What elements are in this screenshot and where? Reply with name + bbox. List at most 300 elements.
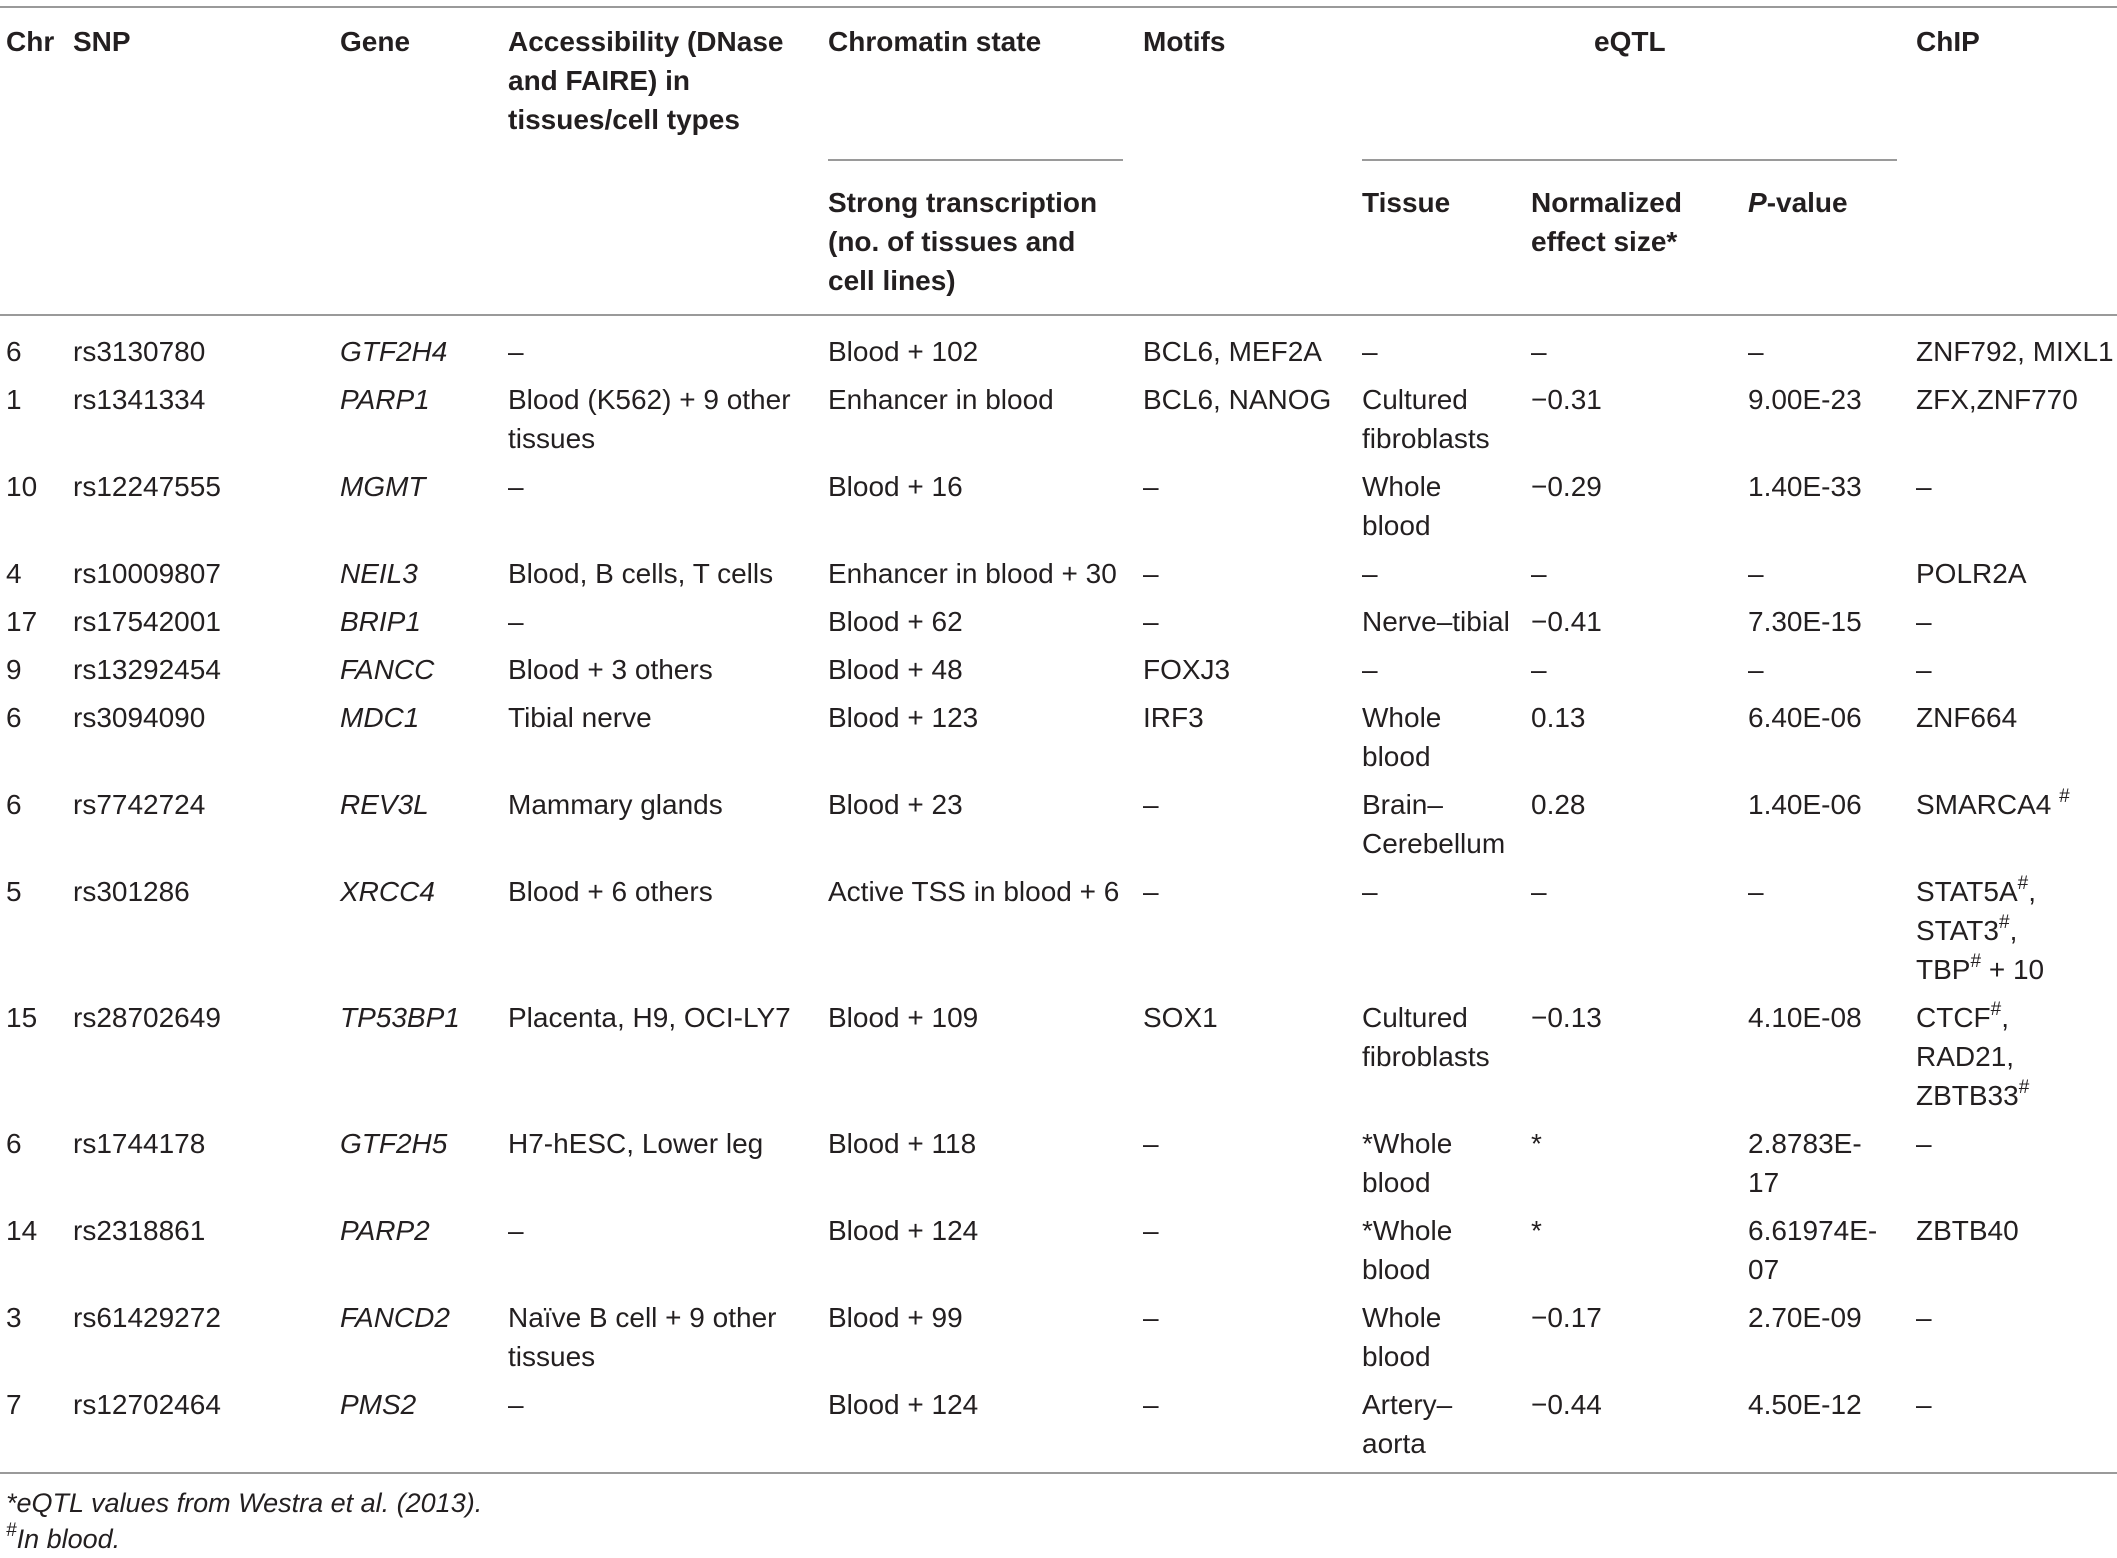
cell-tissue-line: *Whole (1362, 1128, 1453, 1159)
cell-pvalue-line: 4.50E-12 (1748, 1389, 1862, 1420)
cell-pvalue-line: 1.40E-06 (1748, 789, 1862, 820)
cell-gene-line: MDC1 (340, 702, 420, 733)
cell-snp-line: rs12702464 (73, 1389, 221, 1420)
cell-snp-line: rs301286 (73, 876, 190, 907)
cell-motifs (1143, 1298, 1159, 1337)
cell-effect-size-line: 0.28 (1531, 789, 1586, 820)
cell-pvalue-line: 2.8783E- (1748, 1128, 1862, 1159)
cell-chip-line: ZBTB40 (1916, 1215, 2019, 1246)
cell-accessibility (508, 872, 713, 911)
cell-pvalue-line: – (1748, 558, 1764, 589)
header-effect-size-line: Normalized (1531, 187, 1682, 218)
cell-pvalue (1748, 602, 1862, 641)
cell-chip (1916, 332, 2114, 371)
cell-chip (1916, 602, 1932, 641)
cell-chromatin (828, 602, 963, 641)
cell-chr-line: 7 (6, 1389, 22, 1420)
cell-accessibility-line: – (508, 471, 524, 502)
cell-chr (6, 554, 22, 593)
cell-chromatin-line: Blood + 16 (828, 471, 963, 502)
header-chr (6, 22, 54, 61)
header-strong-transcription (828, 183, 1097, 300)
cell-chr-line: 6 (6, 336, 22, 367)
cell-tissue-line: blood (1362, 741, 1431, 772)
cell-chromatin-line: Blood + 118 (828, 1128, 977, 1159)
cell-chromatin-line: Blood + 102 (828, 336, 979, 367)
cell-tissue (1362, 998, 1490, 1076)
cell-chip (1916, 1124, 1932, 1163)
cell-gene-line: GTF2H5 (340, 1128, 448, 1159)
cell-chr (6, 1211, 37, 1250)
header-snp (73, 22, 131, 61)
cell-chromatin-line: Blood + 124 (828, 1215, 979, 1246)
cell-tissue-line: blood (1362, 1167, 1431, 1198)
cell-motifs (1143, 1385, 1159, 1424)
cell-gene (340, 332, 447, 371)
cell-accessibility (508, 785, 723, 824)
cell-snp (73, 650, 221, 689)
cell-accessibility-line: – (508, 1389, 524, 1420)
cell-snp-line: rs2318861 (73, 1215, 206, 1246)
cell-chr (6, 1124, 22, 1163)
cell-motifs-line: – (1143, 471, 1159, 502)
cell-pvalue-line: 07 (1748, 1254, 1780, 1285)
cell-motifs-line: – (1143, 1128, 1159, 1159)
cell-pvalue (1748, 332, 1764, 371)
cell-gene (340, 785, 429, 824)
cell-effect-size (1531, 467, 1602, 506)
header-chromatin-state (828, 22, 1041, 61)
cell-gene (340, 602, 421, 641)
cell-motifs (1143, 1211, 1159, 1250)
header-motifs-line: Motifs (1143, 26, 1226, 57)
cell-chip-line: CTCF#, (1916, 998, 2010, 1033)
cell-tissue (1362, 380, 1490, 458)
cell-chromatin-line: Blood + 23 (828, 789, 963, 820)
cell-tissue (1362, 1124, 1452, 1202)
cell-chromatin (828, 1211, 978, 1250)
cell-chromatin-line: Blood + 99 (828, 1302, 963, 1333)
cell-effect-size (1531, 650, 1547, 689)
cell-accessibility-line: Mammary glands (508, 789, 723, 820)
header-gene (340, 22, 410, 61)
cell-chr (6, 650, 22, 689)
cell-motifs (1143, 467, 1159, 506)
header-pvalue (1748, 183, 1848, 222)
cell-chr (6, 872, 22, 911)
cell-tissue-line: Whole (1362, 702, 1442, 733)
header-chip-line: ChIP (1916, 26, 1980, 57)
cell-accessibility (508, 698, 652, 737)
cell-tissue-line: Cultured (1362, 1002, 1468, 1033)
cell-effect-size (1531, 380, 1602, 419)
header-strong-transcription-line: cell lines) (828, 265, 956, 296)
header-accessibility (508, 22, 783, 139)
cell-tissue-line: Whole (1362, 1302, 1442, 1333)
cell-chip (1916, 998, 2029, 1115)
cell-tissue-line: Cerebellum (1362, 828, 1506, 859)
cell-accessibility-line: – (508, 336, 524, 367)
cell-motifs (1143, 332, 1322, 371)
cell-snp-line: rs61429272 (73, 1302, 221, 1333)
cell-snp-line: rs28702649 (73, 1002, 221, 1033)
cell-accessibility-line: – (508, 1215, 524, 1246)
header-effect-size-line: effect size* (1531, 226, 1678, 257)
chromatin-subheader-rule (828, 159, 1123, 161)
cell-chip-line: STAT5A#, (1916, 872, 2037, 907)
cell-gene-line: MGMT (340, 471, 426, 502)
cell-accessibility (508, 380, 791, 458)
header-tissue-line: Tissue (1362, 187, 1451, 218)
cell-accessibility-line: Placenta, H9, OCI-LY7 (508, 1002, 791, 1033)
cell-snp-line: rs3130780 (73, 336, 206, 367)
cell-tissue-line: fibroblasts (1362, 423, 1490, 454)
cell-gene-line: XRCC4 (340, 876, 435, 907)
header-accessibility-line: Accessibility (DNase (508, 26, 784, 57)
cell-motifs-line: – (1143, 558, 1159, 589)
cell-chromatin-line: Blood + 124 (828, 1389, 979, 1420)
cell-chr (6, 1385, 22, 1424)
cell-pvalue (1748, 554, 1764, 593)
cell-chromatin-line: Blood + 62 (828, 606, 963, 637)
cell-pvalue-line: 17 (1748, 1167, 1780, 1198)
cell-accessibility-line: – (508, 606, 524, 637)
cell-motifs (1143, 1124, 1159, 1163)
cell-tissue-line: Brain– (1362, 789, 1443, 820)
cell-motifs-line: – (1143, 1302, 1159, 1333)
cell-chr-line: 1 (6, 384, 22, 415)
header-chr-line: Chr (6, 26, 55, 57)
cell-chromatin (828, 872, 1119, 911)
cell-accessibility (508, 1385, 524, 1424)
cell-accessibility (508, 554, 773, 593)
cell-accessibility-line: Blood (K562) + 9 other (508, 384, 791, 415)
cell-accessibility-line: tissues (508, 1341, 596, 1372)
cell-snp-line: rs13292454 (73, 654, 221, 685)
cell-gene (340, 1298, 450, 1337)
cell-effect-size (1531, 1124, 1542, 1163)
cell-tissue-line: Cultured (1362, 384, 1468, 415)
footnote: *eQTL values from Westra et al. (2013). (6, 1488, 483, 1518)
cell-chr-line: 4 (6, 558, 22, 589)
cell-snp-line: rs12247555 (73, 471, 221, 502)
cell-tissue (1362, 872, 1378, 911)
cell-tissue (1362, 554, 1378, 593)
cell-chromatin-line: Blood + 48 (828, 654, 963, 685)
cell-chr-line: 5 (6, 876, 22, 907)
cell-snp (73, 602, 221, 641)
cell-chromatin (828, 554, 1117, 593)
cell-chr (6, 380, 22, 419)
header-eqtl (1594, 22, 1666, 61)
header-pvalue-italic: P (1748, 187, 1767, 218)
cell-gene (340, 1385, 416, 1424)
cell-tissue-line: Nerve–tibial (1362, 606, 1510, 637)
cell-effect-size (1531, 698, 1586, 737)
cell-effect-size (1531, 872, 1547, 911)
cell-chip-line: – (1916, 1128, 1932, 1159)
cell-snp-line: rs10009807 (73, 558, 221, 589)
cell-chromatin (828, 785, 963, 824)
cell-gene (340, 698, 419, 737)
cell-pvalue-line: 2.70E-09 (1748, 1302, 1862, 1333)
header-gene-line: Gene (340, 26, 411, 57)
cell-snp-line: rs7742724 (73, 789, 206, 820)
cell-chromatin-line: Blood + 109 (828, 1002, 979, 1033)
cell-chip-line: – (1916, 471, 1932, 502)
cell-pvalue (1748, 467, 1862, 506)
cell-tissue (1362, 602, 1510, 641)
cell-motifs (1143, 998, 1218, 1037)
cell-tissue-line: aorta (1362, 1428, 1426, 1459)
cell-motifs-line: – (1143, 1389, 1159, 1420)
cell-gene-line: PARP2 (340, 1215, 430, 1246)
cell-chr-line: 3 (6, 1302, 22, 1333)
header-pvalue-rest: -value (1766, 187, 1848, 218)
cell-chromatin (828, 698, 978, 737)
cell-motifs-line: – (1143, 876, 1159, 907)
cell-gene (340, 1124, 447, 1163)
cell-gene (340, 554, 418, 593)
cell-effect-size (1531, 602, 1602, 641)
cell-chr-line: 6 (6, 702, 22, 733)
cell-gene-line: BRIP1 (340, 606, 421, 637)
cell-chip (1916, 650, 1932, 689)
cell-snp (73, 467, 221, 506)
cell-motifs-line: IRF3 (1143, 702, 1204, 733)
cell-gene (340, 1211, 430, 1250)
cell-gene (340, 380, 430, 419)
cell-motifs-line: BCL6, MEF2A (1143, 336, 1322, 367)
cell-tissue (1362, 1385, 1452, 1463)
cell-effect-size-line: – (1531, 876, 1547, 907)
cell-accessibility (508, 998, 791, 1037)
cell-snp-line: rs17542001 (73, 606, 221, 637)
cell-effect-size (1531, 332, 1547, 371)
cell-effect-size-line: −0.44 (1531, 1389, 1602, 1420)
cell-chr-line: 17 (6, 606, 38, 637)
cell-chr (6, 1298, 22, 1337)
cell-accessibility (508, 467, 524, 506)
cell-motifs (1143, 380, 1331, 419)
cell-pvalue (1748, 872, 1764, 911)
cell-accessibility-line: Blood + 3 others (508, 654, 713, 685)
cell-accessibility-line: Tibial nerve (508, 702, 652, 733)
cell-gene-line: PMS2 (340, 1389, 417, 1420)
cell-chip-line: ZBTB33# (1916, 1076, 2030, 1111)
cell-chr (6, 785, 22, 824)
cell-effect-size (1531, 1385, 1602, 1424)
cell-snp-line: rs1744178 (73, 1128, 206, 1159)
cell-chromatin (828, 332, 978, 371)
cell-chromatin (828, 998, 978, 1037)
cell-pvalue-line: 1.40E-33 (1748, 471, 1862, 502)
cell-effect-size (1531, 1211, 1542, 1250)
cell-chromatin (828, 467, 963, 506)
cell-chr (6, 602, 37, 641)
cell-tissue (1362, 467, 1441, 545)
header-strong-transcription-line: (no. of tissues and (828, 226, 1076, 257)
cell-motifs-line: – (1143, 1215, 1159, 1246)
cell-effect-size (1531, 998, 1602, 1037)
cell-chromatin (828, 1385, 978, 1424)
cell-snp-line: rs1341334 (73, 384, 206, 415)
cell-accessibility (508, 1298, 776, 1376)
cell-chromatin-line: Active TSS in blood + 6 (828, 876, 1120, 907)
cell-pvalue (1748, 998, 1862, 1037)
cell-effect-size-line: – (1531, 654, 1547, 685)
cell-motifs-line: BCL6, NANOG (1143, 384, 1332, 415)
header-motifs (1143, 22, 1225, 61)
cell-chip (1916, 872, 2044, 989)
cell-chr-line: 10 (6, 471, 38, 502)
cell-chr (6, 698, 22, 737)
cell-motifs (1143, 698, 1204, 737)
cell-tissue-line: – (1362, 558, 1378, 589)
cell-motifs-line: FOXJ3 (1143, 654, 1231, 685)
cell-pvalue-line: 6.40E-06 (1748, 702, 1862, 733)
header-strong-transcription-line: Strong transcription (828, 187, 1098, 218)
cell-tissue-line: blood (1362, 1341, 1431, 1372)
cell-chip-line: RAD21, (1916, 1041, 2015, 1072)
cell-snp (73, 698, 205, 737)
header-accessibility-line: and FAIRE) in (508, 65, 690, 96)
eqtl-subheader-rule (1362, 159, 1897, 161)
cell-chromatin-line: Enhancer in blood (828, 384, 1054, 415)
cell-accessibility-line: Blood, B cells, T cells (508, 558, 774, 589)
cell-pvalue-line: – (1748, 876, 1764, 907)
cell-chr (6, 332, 22, 371)
cell-chip-line: – (1916, 1302, 1932, 1333)
cell-tissue-line: blood (1362, 510, 1431, 541)
cell-tissue (1362, 650, 1378, 689)
cell-pvalue (1748, 650, 1764, 689)
cell-chr (6, 998, 37, 1037)
header-accessibility-line: tissues/cell types (508, 104, 740, 135)
cell-motifs (1143, 650, 1230, 689)
header-tissue (1362, 183, 1450, 222)
cell-pvalue (1748, 1211, 1877, 1289)
cell-gene-line: FANCC (340, 654, 435, 685)
cell-pvalue (1748, 1124, 1862, 1202)
cell-motifs-line: – (1143, 789, 1159, 820)
cell-chr-line: 14 (6, 1215, 38, 1246)
cell-tissue (1362, 1298, 1441, 1376)
cell-snp (73, 998, 221, 1037)
cell-tissue-line: – (1362, 654, 1378, 685)
cell-effect-size-line: −0.31 (1531, 384, 1602, 415)
cell-gene-line: TP53BP1 (340, 1002, 460, 1033)
cell-chromatin (828, 380, 1054, 419)
cell-chip-line: – (1916, 654, 1932, 685)
cell-effect-size (1531, 785, 1586, 824)
cell-pvalue-line: 9.00E-23 (1748, 384, 1862, 415)
cell-chip (1916, 785, 2070, 824)
table-top-rule (0, 6, 2117, 8)
cell-gene (340, 998, 460, 1037)
cell-effect-size-line: * (1531, 1215, 1542, 1246)
cell-chromatin-line: Enhancer in blood + 30 (828, 558, 1117, 589)
header-bottom-rule (0, 314, 2117, 316)
cell-chip (1916, 467, 1932, 506)
cell-tissue-line: blood (1362, 1254, 1431, 1285)
cell-pvalue-line: – (1748, 336, 1764, 367)
cell-chip-line: ZNF792, MIXL1 (1916, 336, 2114, 367)
cell-pvalue (1748, 698, 1862, 737)
cell-chr (6, 467, 37, 506)
cell-pvalue-line: – (1748, 654, 1764, 685)
cell-chip (1916, 698, 2017, 737)
cell-gene-line: REV3L (340, 789, 429, 820)
cell-chip-line: ZFX,ZNF770 (1916, 384, 2078, 415)
cell-accessibility (508, 332, 524, 371)
cell-pvalue-line: 6.61974E- (1748, 1215, 1878, 1246)
cell-tissue (1362, 698, 1441, 776)
cell-tissue-line: fibroblasts (1362, 1041, 1490, 1072)
cell-snp (73, 554, 221, 593)
cell-snp (73, 1298, 221, 1337)
cell-snp (73, 872, 190, 911)
cell-chip-line: – (1916, 606, 1932, 637)
cell-chromatin (828, 1298, 963, 1337)
cell-snp (73, 1211, 205, 1250)
cell-motifs (1143, 554, 1159, 593)
footnote: #In blood. (6, 1520, 121, 1554)
cell-gene (340, 650, 434, 689)
cell-gene-line: GTF2H4 (340, 336, 448, 367)
cell-motifs-line: – (1143, 606, 1159, 637)
cell-chip-line: SMARCA4 # (1916, 785, 2070, 820)
cell-tissue-line: – (1362, 876, 1378, 907)
cell-gene (340, 872, 435, 911)
cell-effect-size-line: * (1531, 1128, 1542, 1159)
cell-motifs (1143, 602, 1159, 641)
cell-tissue (1362, 1211, 1452, 1289)
cell-accessibility-line: tissues (508, 423, 596, 454)
cell-gene-line: FANCD2 (340, 1302, 450, 1333)
cell-accessibility-line: H7-hESC, Lower leg (508, 1128, 764, 1159)
cell-chip-line: TBP# + 10 (1916, 950, 2045, 985)
cell-chromatin (828, 1124, 976, 1163)
cell-chip-line: STAT3#, (1916, 911, 2018, 946)
cell-snp-line: rs3094090 (73, 702, 206, 733)
cell-tissue (1362, 785, 1505, 863)
header-eqtl-line: eQTL (1594, 26, 1666, 57)
header-effect-size (1531, 183, 1682, 261)
cell-chip (1916, 1385, 1932, 1424)
cell-pvalue-line: 7.30E-15 (1748, 606, 1862, 637)
cell-tissue-line: – (1362, 336, 1378, 367)
cell-chr-line: 9 (6, 654, 22, 685)
cell-chip (1916, 1211, 2019, 1250)
cell-tissue-line: Artery– (1362, 1389, 1453, 1420)
cell-snp (73, 1385, 221, 1424)
cell-gene-line: NEIL3 (340, 558, 418, 589)
cell-snp (73, 332, 205, 371)
cell-gene (340, 467, 426, 506)
cell-pvalue (1748, 1298, 1862, 1337)
cell-pvalue-line: 4.10E-08 (1748, 1002, 1862, 1033)
cell-chip (1916, 1298, 1932, 1337)
cell-tissue-line: Whole (1362, 471, 1442, 502)
cell-effect-size (1531, 554, 1547, 593)
table-bottom-rule (0, 1472, 2117, 1474)
cell-pvalue (1748, 380, 1862, 419)
cell-pvalue (1748, 1385, 1862, 1424)
cell-snp (73, 380, 205, 419)
header-snp-line: SNP (73, 26, 131, 57)
cell-chromatin-line: Blood + 123 (828, 702, 979, 733)
